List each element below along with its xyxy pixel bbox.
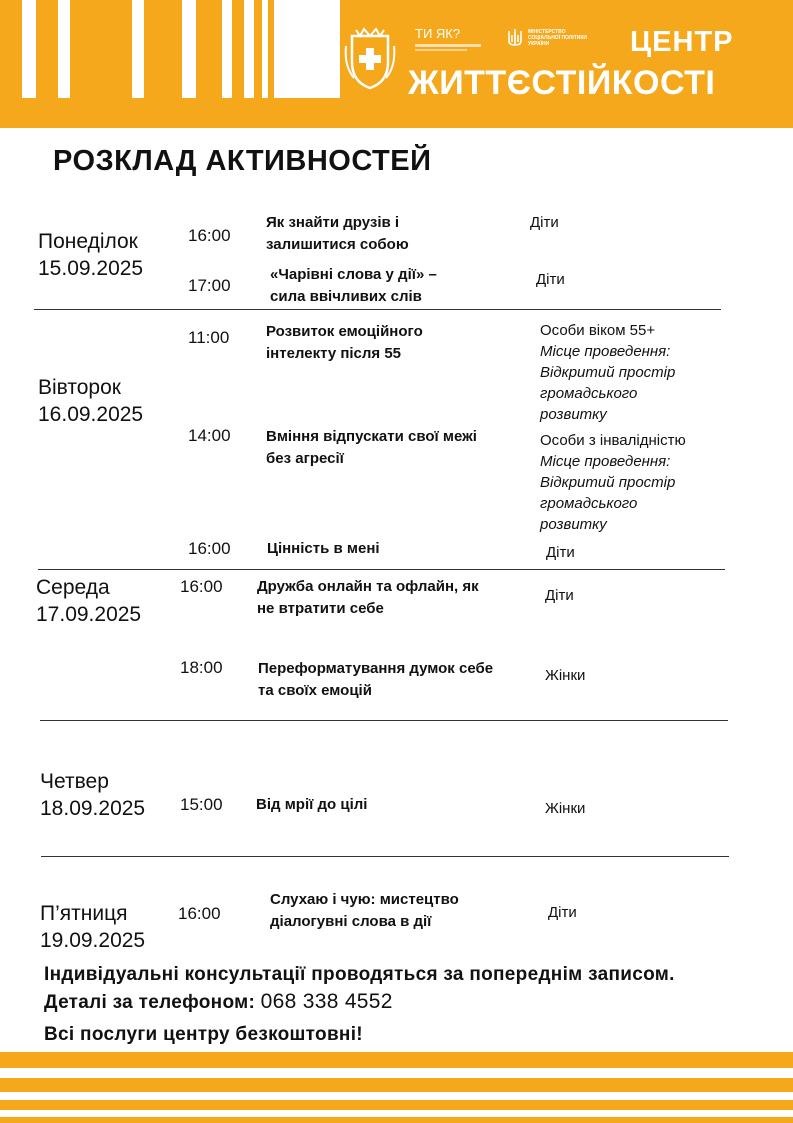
venue-label: Місце проведення: [540,453,671,470]
event-title [256,794,367,816]
event-audience: Жінки [545,800,586,817]
event-audience: Діти [536,271,565,288]
header-band [0,98,340,128]
event-time: 14:00 [188,426,231,445]
audience-label: Особи з інвалідністю [540,432,686,449]
day-label [40,900,145,954]
consultation-note: Індивідуальні консультації проводяться за попереднім записом. [44,964,675,985]
footer-stripe [0,1078,793,1092]
event-title-line: Вміння відпускати свої межі [266,428,477,445]
event-time: 16:00 [178,904,221,923]
day-date: 15.09.2025 [38,257,144,280]
event-time: 16:00 [180,577,223,596]
event-title [257,576,479,620]
event-title-line: та своїх емоцій [258,682,372,699]
venue-label: Місце проведення: [540,343,671,360]
venue-line: Відкритий простір [540,364,676,381]
event-audience: Діти [548,904,577,921]
divider [38,569,725,570]
day-name: Вівторок [38,376,121,399]
event-title-line: Як знайти друзів і [266,214,400,231]
page-title: РОЗКЛАД АКТИВНОСТЕЙ [53,145,432,177]
event-title-line: залишитися собою [266,236,409,253]
event-title [266,212,409,256]
coat-of-arms-icon [344,26,396,92]
event-audience: Жінки [545,667,586,684]
event-title [266,426,477,470]
divider [41,856,729,857]
day-name: Середа [36,576,110,599]
header-stripes [0,0,280,98]
day-name: Четвер [40,770,109,793]
day-label [38,228,143,282]
event-title [258,658,493,702]
event-time: 16:00 [188,226,231,245]
divider [34,309,721,310]
event-audience [540,320,675,425]
footer-stripe [0,1100,793,1110]
event-title-line: Розвиток емоційного [266,323,423,340]
audience-label: Особи віком 55+ [540,322,656,339]
event-title [270,264,437,308]
header-banner [0,0,793,128]
event-title-line: Цінність в мені [267,540,380,557]
event-audience: Діти [546,544,575,561]
event-title-line: Слухаю і чую: мистецтво [270,891,459,908]
event-time: 18:00 [180,658,223,677]
divider [40,720,728,721]
day-name: Понеділок [38,230,138,253]
day-date: 16.09.2025 [38,403,144,426]
free-services-note: Всі послуги центру безкоштовні! [44,1024,363,1045]
event-title-line: Дружба онлайн та офлайн, як [257,578,479,595]
phone-label: Деталі за телефоном: [44,992,256,1013]
event-title-line: Від мрії до цілі [256,796,368,813]
day-name: П’ятниця [40,902,128,925]
event-title-line: «Чарівні слова у дії» – [270,266,437,283]
event-title-line: інтелекту після 55 [266,345,402,362]
day-date: 18.09.2025 [40,797,146,820]
venue-line: громадського [540,385,638,402]
venue-line: Відкритий простір [540,474,676,491]
event-title [267,538,380,560]
day-label [40,768,145,822]
trident-icon [506,27,524,49]
brand-title-line2: ЖИТТЄСТІЙКОСТІ [408,64,716,102]
venue-line: громадського [540,495,638,512]
event-title-line: сила ввічливих слів [270,288,422,305]
event-audience [540,430,686,535]
phone-note [44,990,393,1014]
day-date: 19.09.2025 [40,929,146,952]
event-title-line: Переформатування думок себе [258,660,494,677]
day-label [36,574,141,628]
event-title [266,321,423,365]
brand-title-line1: ЦЕНТР [630,26,734,58]
tiyak-logo: ТИ ЯК? [415,26,461,41]
event-audience: Діти [545,587,574,604]
venue-line: розвитку [540,516,607,533]
event-title-line: діалогувні слова в дії [270,913,432,930]
event-audience: Діти [530,214,559,231]
tiyak-subtitle-line [415,44,481,47]
event-title [270,889,459,933]
day-label [38,374,143,428]
phone-number: 068 338 4552 [260,990,393,1013]
venue-line: розвитку [540,406,607,423]
footer-stripe [0,1117,793,1123]
tiyak-subtitle-line [415,49,467,51]
event-title-line: без агресії [266,450,344,467]
event-time: 15:00 [180,795,223,814]
day-date: 17.09.2025 [36,603,142,626]
footer-stripe [0,1052,793,1068]
event-time: 16:00 [188,539,231,558]
ministry-label: МІНІСТЕРСТВО СОЦІАЛЬНОЇ ПОЛІТИКИ УКРАЇНИ [528,29,588,47]
event-time: 17:00 [188,276,231,295]
event-title-line: не втратити себе [257,600,384,617]
event-time: 11:00 [188,328,230,347]
